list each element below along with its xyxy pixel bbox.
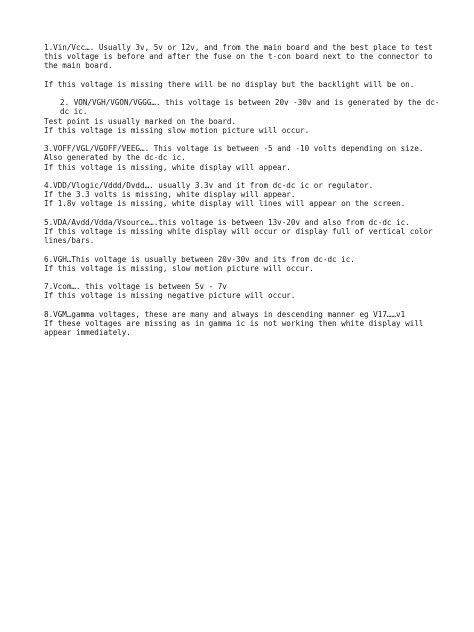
paragraph-line: If these voltages are missing as in gamma ic is not working then white display will appear immediately. xyxy=(44,318,424,338)
paragraph-line: 8.VGM…gamma voltages, these are many and always in descending manner eg V17……v1 xyxy=(44,309,406,319)
paragraph-line: If this voltage is missing, slow motion picture will occur. xyxy=(44,263,314,273)
paragraph-vin-vcc xyxy=(44,43,444,71)
paragraph-line: 3.VOFF/VGL/VGOFF/VEEG…. This voltage is between -5 and -10 volts depending on size. Also generated by the dc-dc ic. xyxy=(44,144,424,163)
paragraph-line: If this voltage is missing white display will occur or display full of vertical color lines/bars. xyxy=(44,226,433,246)
paragraph-line: If this voltage is missing, white display will appear. xyxy=(44,162,291,172)
paragraph-line: 7.Vcom…. this voltage is between 5v - 7v xyxy=(44,282,227,292)
paragraph-line: If this voltage is missing slow motion picture will occur. xyxy=(44,125,310,135)
paragraph-vin-missing xyxy=(44,80,444,89)
paragraph-line: Test point is usually marked on the board. xyxy=(44,116,237,126)
paragraph-vgh xyxy=(44,255,444,273)
paragraph-line: If 1.8v voltage is missing, white display will lines will appear on the screen. xyxy=(44,199,406,209)
paragraph-line: 1.Vin/Vcc…. Usually 3v, 5v or 12v, and from the main board and the best place to test this voltage is before and after the fuse on the t-con board next to the connector to the main board. xyxy=(44,43,433,71)
paragraph-vdd-vlogic xyxy=(44,181,444,209)
paragraph-line: If this voltage is missing negative picture will occur. xyxy=(44,291,296,301)
paragraph-line: 4.VDD/Vlogic/Vddd/Dvdd…. usually 3.3v and it from dc-dc ic or regulator. xyxy=(44,180,374,190)
paragraph-line: 6.VGH…This voltage is usually between 20v-30v and its from dc-dc ic. xyxy=(44,254,355,264)
paragraph-vda-avdd xyxy=(44,218,444,246)
paragraph-line: 5.VDA/Avdd/Vdda/Vsource….this voltage is between 13v-20v and also from dc-dc ic. xyxy=(44,217,410,227)
paragraph-line: If the 3.3 volts is missing, white display will appear. xyxy=(44,190,296,200)
paragraph-line: If this voltage is missing there will be no display but the backlight will be on. xyxy=(44,79,415,89)
paragraph-von-vgh xyxy=(44,98,444,135)
document-body xyxy=(44,43,444,347)
paragraph-vcom xyxy=(44,282,444,300)
paragraph-voff-vgl xyxy=(44,144,444,172)
paragraph-line: 2. VON/VGH/VGON/VGGG…. this voltage is between 20v -30v and is generated by the dc-dc ic. xyxy=(60,98,440,117)
paragraph-vgm-gamma xyxy=(44,310,444,338)
